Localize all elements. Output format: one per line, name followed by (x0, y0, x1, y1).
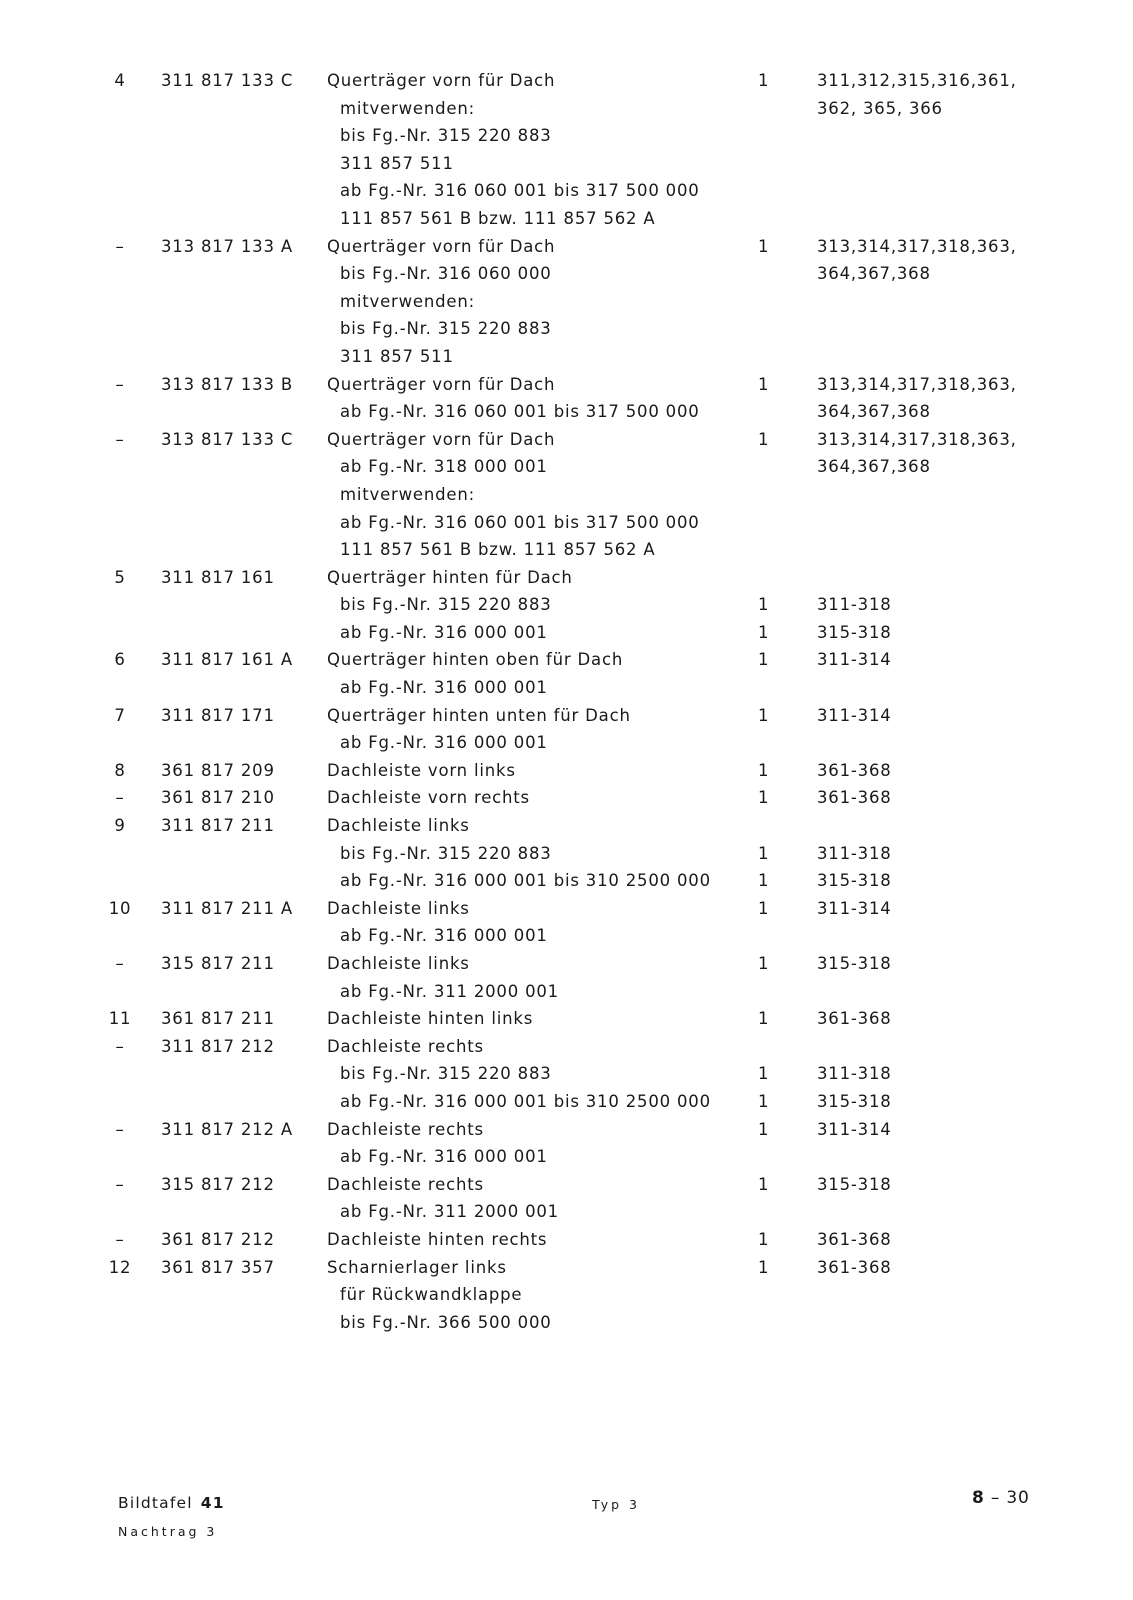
part-row (0, 371, 1133, 399)
part-description: Dachleiste rechts (327, 1119, 484, 1139)
parts-list (0, 67, 1133, 1336)
part-description: ab Fg.-Nr. 316 000 001 (340, 622, 548, 642)
quantity: 1 (758, 1119, 770, 1139)
part-number: 311 817 211 A (161, 898, 293, 918)
supplement-label: Nachtrag 3 (118, 1524, 218, 1539)
part-row (0, 591, 1133, 619)
part-description: Dachleiste vorn links (327, 760, 516, 780)
part-description: Dachleiste links (327, 954, 470, 973)
part-description: bis Fg.-Nr. 315 220 883 (340, 126, 552, 146)
part-row (0, 729, 1133, 757)
part-row (0, 288, 1133, 316)
position-number: 9 (114, 816, 126, 836)
part-number: 313 817 133 C (161, 429, 294, 449)
position-number: – (115, 429, 125, 449)
model-applicability: 313,314,317,318,363, (817, 374, 1017, 394)
type-label: Typ 3 (592, 1497, 640, 1512)
quantity: 1 (758, 954, 770, 973)
position-number: 8 (114, 760, 126, 780)
page-section: 8 (972, 1488, 985, 1508)
part-row (0, 1226, 1133, 1254)
part-number: 311 817 133 C (161, 71, 294, 90)
model-applicability: 313,314,317,318,363, (817, 236, 1017, 256)
part-description: Dachleiste hinten links (327, 1009, 534, 1029)
position-number: 10 (108, 898, 132, 918)
part-row (0, 343, 1133, 371)
position-number: – (115, 236, 125, 256)
part-row (0, 398, 1133, 426)
part-row (0, 509, 1133, 537)
model-applicability: 361-368 (817, 760, 892, 780)
quantity: 1 (758, 595, 770, 615)
part-description: Dachleiste vorn rechts (327, 788, 530, 808)
page-separator: – (990, 1488, 1001, 1508)
part-row (0, 646, 1133, 674)
part-description: Querträger vorn für Dach (327, 236, 556, 256)
plate-reference (118, 1494, 225, 1512)
part-row (0, 205, 1133, 233)
model-applicability: 311,312,315,316,361, (817, 71, 1017, 90)
part-row (0, 260, 1133, 288)
part-description: Querträger hinten oben für Dach (327, 650, 624, 670)
part-description: bis Fg.-Nr. 315 220 883 (340, 1064, 552, 1084)
part-description: mitverwenden: (340, 98, 475, 118)
part-row (0, 1281, 1133, 1309)
part-number: 311 817 171 (161, 705, 275, 725)
quantity: 1 (758, 622, 770, 642)
part-number: 315 817 212 (161, 1174, 275, 1194)
model-applicability: 315-318 (817, 954, 892, 973)
part-row (0, 426, 1133, 454)
part-number: 313 817 133 A (161, 236, 293, 256)
part-description: ab Fg.-Nr. 311 2000 001 (340, 1202, 559, 1222)
part-row (0, 1198, 1133, 1226)
part-description: bis Fg.-Nr. 316 060 000 (340, 264, 552, 284)
model-applicability: 311-314 (817, 898, 892, 918)
position-number: 5 (114, 567, 126, 587)
quantity: 1 (758, 788, 770, 808)
part-description: ab Fg.-Nr. 316 000 001 bis 310 2500 000 (340, 871, 711, 891)
part-row (0, 950, 1133, 978)
model-applicability: 361-368 (817, 1229, 892, 1249)
model-applicability: 311-314 (817, 650, 892, 670)
quantity: 1 (758, 374, 770, 394)
position-number: 12 (108, 1257, 132, 1277)
part-row (0, 757, 1133, 785)
part-row (0, 702, 1133, 730)
plate-number: 41 (200, 1494, 225, 1512)
part-row (0, 978, 1133, 1006)
part-description: bis Fg.-Nr. 315 220 883 (340, 843, 552, 863)
part-row (0, 619, 1133, 647)
part-description: Dachleiste links (327, 816, 470, 836)
quantity: 1 (758, 1229, 770, 1249)
part-row (0, 67, 1133, 95)
part-row (0, 1088, 1133, 1116)
quantity: 1 (758, 1064, 770, 1084)
part-number: 361 817 210 (161, 788, 275, 808)
model-applicability: 361-368 (817, 1009, 892, 1029)
part-row (0, 481, 1133, 509)
part-row (0, 315, 1133, 343)
part-number: 311 817 212 A (161, 1119, 293, 1139)
quantity: 1 (758, 843, 770, 863)
model-applicability: 311-314 (817, 705, 892, 725)
quantity: 1 (758, 760, 770, 780)
part-number: 361 817 212 (161, 1229, 275, 1249)
part-number: 315 817 211 (161, 954, 275, 973)
plate-label: Bildtafel (118, 1494, 193, 1512)
part-number: 313 817 133 B (161, 374, 293, 394)
part-description: ab Fg.-Nr. 316 000 001 (340, 926, 548, 946)
part-description: Querträger vorn für Dach (327, 429, 556, 449)
part-number: 311 817 161 (161, 567, 275, 587)
position-number: – (115, 374, 125, 394)
part-description: bis Fg.-Nr. 366 500 000 (340, 1312, 552, 1332)
part-number: 361 817 357 (161, 1257, 275, 1277)
part-row (0, 1171, 1133, 1199)
part-description: Querträger hinten unten für Dach (327, 705, 631, 725)
model-applicability: 315-318 (817, 1091, 892, 1111)
page-num: 30 (1006, 1488, 1030, 1508)
part-row (0, 867, 1133, 895)
part-description: 111 857 561 B bzw. 111 857 562 A (340, 540, 656, 560)
part-row (0, 453, 1133, 481)
part-description: Scharnierlager links (327, 1257, 507, 1277)
part-row (0, 1005, 1133, 1033)
part-number: 361 817 209 (161, 760, 275, 780)
model-applicability: 361-368 (817, 788, 892, 808)
part-description: Dachleiste hinten rechts (327, 1229, 548, 1249)
part-description: ab Fg.-Nr. 316 000 001 (340, 733, 548, 753)
model-applicability: 311-318 (817, 1064, 892, 1084)
quantity: 1 (758, 1174, 770, 1194)
part-description: 111 857 561 B bzw. 111 857 562 A (340, 208, 656, 228)
part-description: Dachleiste rechts (327, 1036, 484, 1056)
part-description: 311 857 511 (340, 346, 454, 366)
part-row (0, 922, 1133, 950)
part-row (0, 840, 1133, 868)
part-row (0, 564, 1133, 592)
part-description: mitverwenden: (340, 484, 475, 504)
part-row (0, 95, 1133, 123)
part-description: ab Fg.-Nr. 316 060 001 bis 317 500 000 (340, 512, 700, 532)
part-row (0, 1143, 1133, 1171)
part-description: mitverwenden: (340, 291, 475, 311)
page-number (972, 1488, 1030, 1508)
part-description: Dachleiste links (327, 898, 470, 918)
part-row (0, 895, 1133, 923)
position-number: – (115, 1174, 125, 1194)
part-description: 311 857 511 (340, 153, 454, 173)
model-applicability: 364,367,368 (817, 457, 931, 477)
model-applicability: 315-318 (817, 622, 892, 642)
part-description: Querträger vorn für Dach (327, 374, 556, 394)
part-description: ab Fg.-Nr. 316 000 001 (340, 1147, 548, 1167)
model-applicability: 362, 365, 366 (817, 98, 943, 118)
position-number: – (115, 1036, 125, 1056)
part-description: ab Fg.-Nr. 316 000 001 (340, 678, 548, 698)
part-row (0, 150, 1133, 178)
quantity: 1 (758, 236, 770, 256)
part-description: ab Fg.-Nr. 316 060 001 bis 317 500 000 (340, 402, 700, 422)
part-row (0, 122, 1133, 150)
position-number: 11 (108, 1009, 132, 1029)
quantity: 1 (758, 1009, 770, 1029)
part-description: ab Fg.-Nr. 316 060 001 bis 317 500 000 (340, 181, 700, 201)
model-applicability: 313,314,317,318,363, (817, 429, 1017, 449)
model-applicability: 361-368 (817, 1257, 892, 1277)
part-row (0, 784, 1133, 812)
part-description: ab Fg.-Nr. 311 2000 001 (340, 981, 559, 1001)
quantity: 1 (758, 429, 770, 449)
quantity: 1 (758, 871, 770, 891)
part-row (0, 177, 1133, 205)
part-row (0, 1060, 1133, 1088)
part-description: Querträger vorn für Dach (327, 71, 556, 90)
part-description: für Rückwandklappe (340, 1285, 523, 1305)
model-applicability: 364,367,368 (817, 402, 931, 422)
model-applicability: 311-318 (817, 595, 892, 615)
part-description: Dachleiste rechts (327, 1174, 484, 1194)
part-description: Querträger hinten für Dach (327, 567, 573, 587)
position-number: – (115, 1119, 125, 1139)
quantity: 1 (758, 1257, 770, 1277)
model-applicability: 364,367,368 (817, 264, 931, 284)
part-number: 311 817 211 (161, 816, 275, 836)
part-description: ab Fg.-Nr. 316 000 001 bis 310 2500 000 (340, 1091, 711, 1111)
part-description: bis Fg.-Nr. 315 220 883 (340, 595, 552, 615)
part-row (0, 1254, 1133, 1282)
position-number: – (115, 788, 125, 808)
model-applicability: 315-318 (817, 871, 892, 891)
position-number: – (115, 1229, 125, 1249)
part-description: ab Fg.-Nr. 318 000 001 (340, 457, 548, 477)
model-applicability: 315-318 (817, 1174, 892, 1194)
quantity: 1 (758, 1091, 770, 1111)
model-applicability: 311-318 (817, 843, 892, 863)
position-number: 7 (114, 705, 126, 725)
part-row (0, 812, 1133, 840)
quantity: 1 (758, 71, 770, 90)
quantity: 1 (758, 650, 770, 670)
position-number: 6 (114, 650, 126, 670)
quantity: 1 (758, 705, 770, 725)
part-row (0, 536, 1133, 564)
part-number: 311 817 212 (161, 1036, 275, 1056)
part-row (0, 1116, 1133, 1144)
position-number: – (115, 954, 125, 973)
part-number: 361 817 211 (161, 1009, 275, 1029)
part-row (0, 1033, 1133, 1061)
part-row (0, 674, 1133, 702)
quantity: 1 (758, 898, 770, 918)
model-applicability: 311-314 (817, 1119, 892, 1139)
part-number: 311 817 161 A (161, 650, 293, 670)
position-number: 4 (114, 71, 126, 90)
part-description: bis Fg.-Nr. 315 220 883 (340, 319, 552, 339)
part-row (0, 1309, 1133, 1337)
part-row (0, 233, 1133, 261)
